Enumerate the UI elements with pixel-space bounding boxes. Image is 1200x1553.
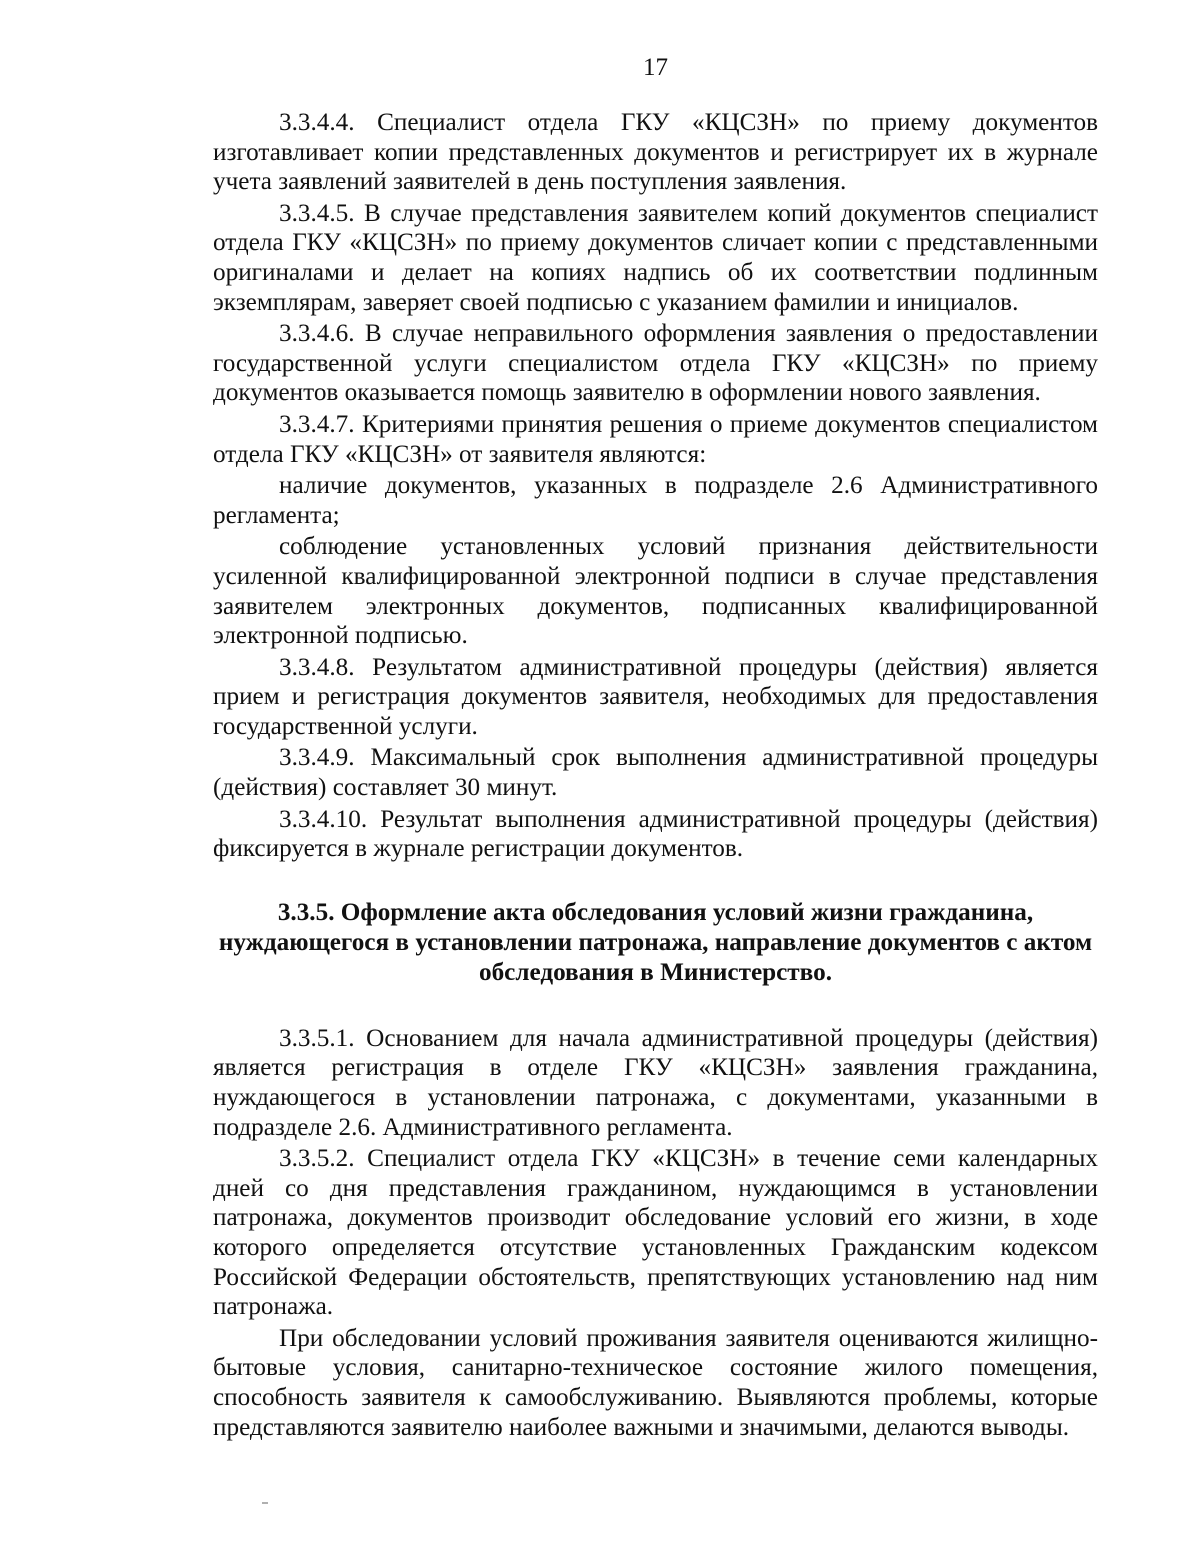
paragraph-inspection-conditions: При обследовании условий проживания заявителя оцениваются жилищно-бытовые условия, санитарно-техническое состояние жилого помещения, способность заявителя к самообслуживанию. Выявляются проблемы, которые представляются заявителю наиболее важными и значимыми, делаются выводы. [213, 1324, 1098, 1441]
paragraph-3-3-5-1: 3.3.5.1. Основанием для начала административной процедуры (действия) является регистрация в отделе ГКУ «КЦСЗН» заявления гражданина, нуждающегося в установлении патронажа, с документами, указанными в подразделе 2.6. Административного регламента. [213, 1024, 1098, 1141]
paragraph-3-3-4-6: 3.3.4.6. В случае неправильного оформления заявления о предоставлении государственной услуги специалистом отдела ГКУ «КЦСЗН» по приему документов оказывается помощь заявителю в оформлении нового заявления. [213, 320, 1098, 407]
paragraph-3-3-4-10: 3.3.4.10. Результат выполнения административной процедуры (действия) фиксируется в журнале регистрации документов. [213, 805, 1098, 863]
section-heading-3-3-5: 3.3.5. Оформление акта обследования условий жизни гражданина, нуждающегося в установлении патронажа, направление документов с актом обследования в Министерство. [218, 898, 1093, 986]
page-number: 17 [643, 54, 668, 81]
paragraph-3-3-4-8: 3.3.4.8. Результатом административной процедуры (действия) является прием и регистрация документов заявителя, необходимых для предоставления государственной услуги. [213, 653, 1098, 740]
paragraph-3-3-4-5: 3.3.4.5. В случае представления заявителем копий документов специалист отдела ГКУ «КЦСЗН» по приему документов сличает копии с представленными оригиналами и делает на копиях надпись об их соответствии подлинным экземплярам, заверяет своей подписью с указанием фамилии и инициалов. [213, 199, 1098, 316]
criterion-electronic-signature: соблюдение установленных условий признания действительности усиленной квалифицированной электронной подписи в случае представления заявителем электронных документов, подписанных квалифицированной электронной подписью. [213, 533, 1098, 650]
paragraph-3-3-4-9: 3.3.4.9. Максимальный срок выполнения административной процедуры (действия) составляет 30 минут. [213, 744, 1098, 802]
scan-artifact [262, 1502, 268, 1504]
criterion-documents-present: наличие документов, указанных в подразделе 2.6 Административного регламента; [213, 472, 1098, 529]
document-body [213, 108, 1098, 1444]
paragraph-3-3-4-7: 3.3.4.7. Критериями принятия решения о приеме документов специалистом отдела ГКУ «КЦСЗН» от заявителя являются: [213, 410, 1098, 468]
paragraph-3-3-4-4: 3.3.4.4. Специалист отдела ГКУ «КЦСЗН» по приему документов изготавливает копии представленных документов и регистрирует их в журнале учета заявлений заявителей в день поступления заявления. [213, 109, 1098, 196]
paragraph-3-3-5-2: 3.3.5.2. Специалист отдела ГКУ «КЦСЗН» в течение семи календарных дней со дня представления гражданином, нуждающимся в установлении патронажа, документов производит обследование условий его жизни, в ходе которого определяется отсутствие установленных Гражданским кодексом Российской Федерации обстоятельств, препятствующих установлению над ним патронажа. [213, 1145, 1098, 1321]
